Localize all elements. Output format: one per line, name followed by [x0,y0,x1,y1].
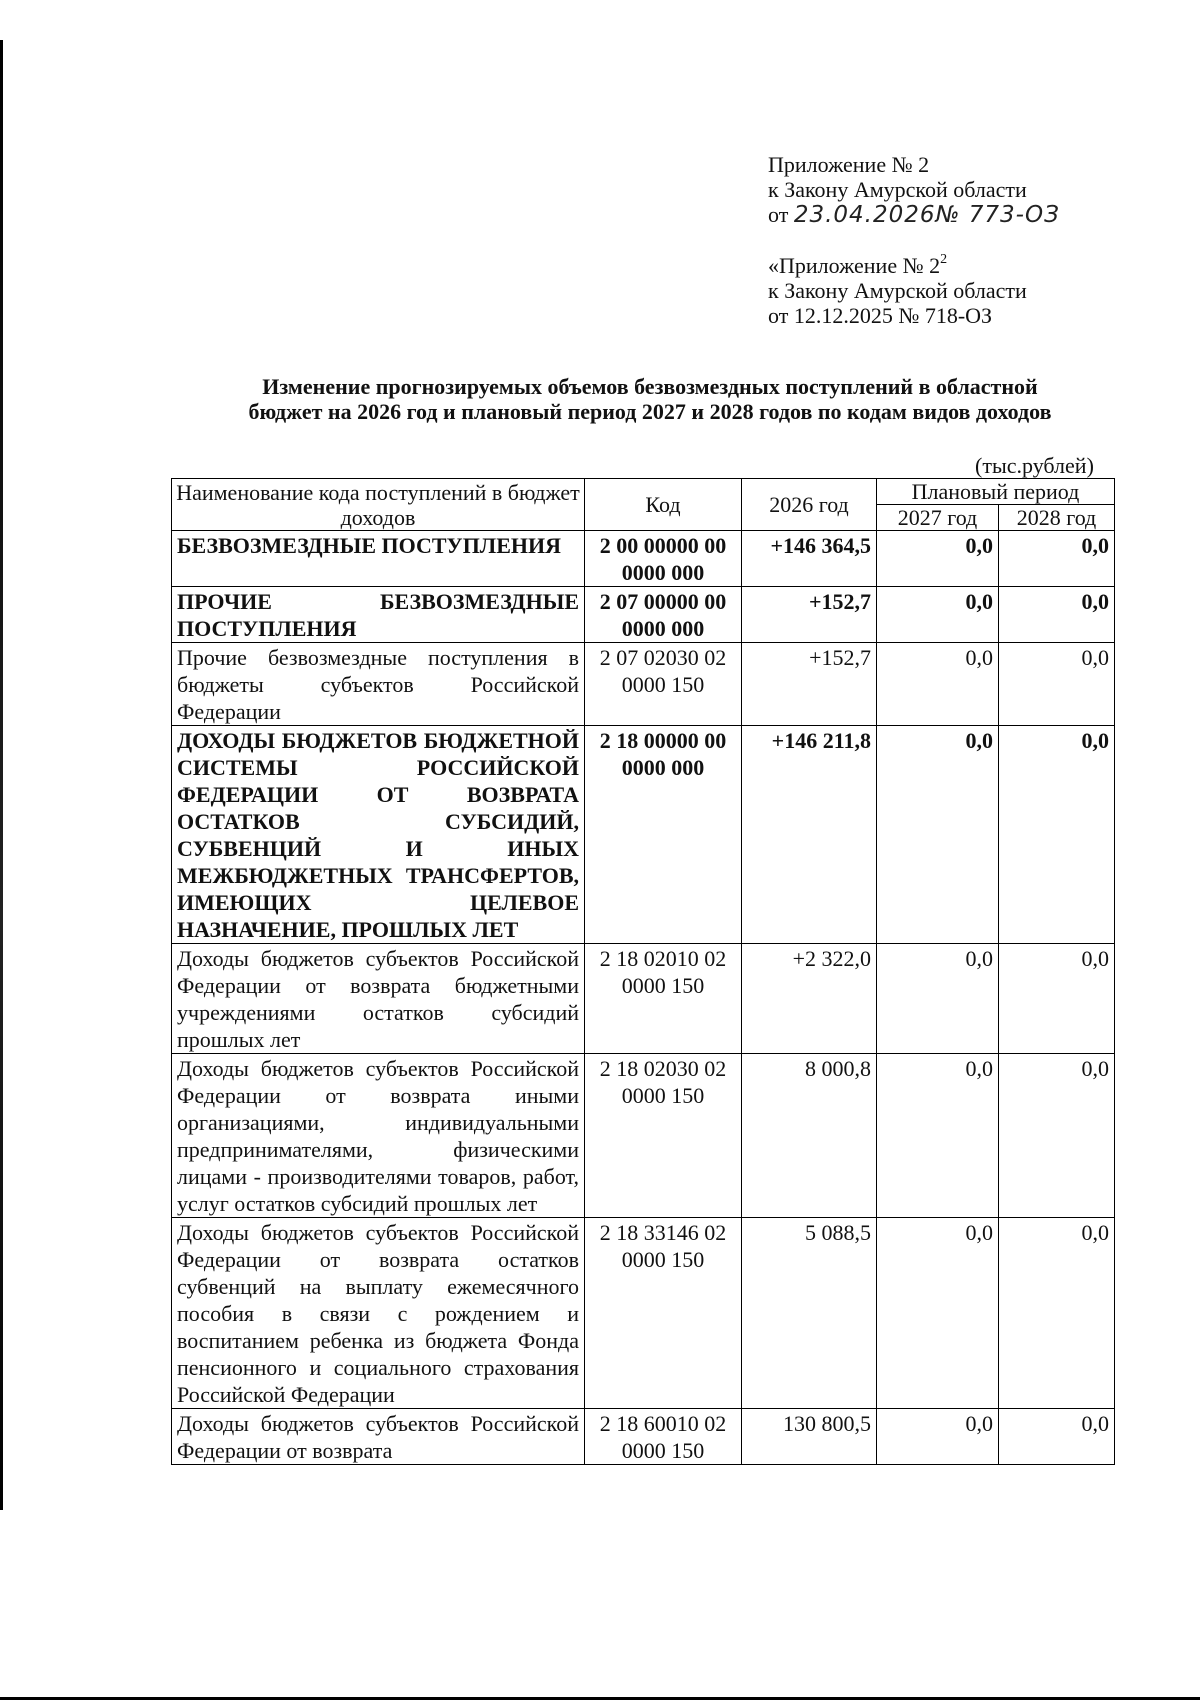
document-title-line2: бюджет на 2026 год и плановый период 2027 и 2028 годов по кодам видов доходов [248,399,1052,424]
cell-2027: 0,0 [877,1409,999,1465]
scan-edge-left [0,40,3,1510]
header-code: Код [585,479,742,531]
cell-code: 2 18 02030 02 0000 150 [585,1054,742,1218]
cell-2027: 0,0 [877,531,999,587]
handwritten-number: № 773-ОЗ [935,202,1060,228]
cell-2028: 0,0 [999,1409,1115,1465]
table-row [172,1054,1115,1218]
cell-code: 2 18 02010 02 0000 150 [585,944,742,1054]
cell-2026: +152,7 [742,643,877,726]
header-planned-period: Плановый период [877,479,1115,505]
appendix-new-prefix: от [768,202,789,227]
cell-code: 2 18 00000 00 0000 000 [585,726,742,944]
cell-name: ПРОЧИЕ БЕЗВОЗМЕЗДНЫЕ ПОСТУПЛЕНИЯ [172,587,585,643]
cell-code: 2 07 00000 00 0000 000 [585,587,742,643]
cell-code: 2 00 00000 00 0000 000 [585,531,742,587]
cell-2027: 0,0 [877,1054,999,1218]
cell-2027: 0,0 [877,643,999,726]
cell-code: 2 18 60010 02 0000 150 [585,1409,742,1465]
handwritten-date: 23.04.2026 [793,202,936,228]
scan-edge-bottom [0,1697,1200,1700]
cell-2028: 0,0 [999,531,1115,587]
table-row [172,944,1115,1054]
table-row [172,643,1115,726]
budget-table [171,478,1115,1465]
cell-name: Доходы бюджетов субъектов Российской Федерации от возврата иными организациями, индивидуальными предпринимателями, физическими лицами - производителями товаров, работ, услуг остатков субсидий прошлых лет [172,1054,585,1218]
cell-2028: 0,0 [999,726,1115,944]
appendix-header-new [768,152,1060,228]
units-label: (тыс.рублей) [975,453,1094,478]
table-row [172,726,1115,944]
cell-2026: +152,7 [742,587,877,643]
cell-2026: 130 800,5 [742,1409,877,1465]
table-row [172,587,1115,643]
cell-2027: 0,0 [877,726,999,944]
cell-2027: 0,0 [877,944,999,1054]
cell-2026: +146 364,5 [742,531,877,587]
cell-name: ДОХОДЫ БЮДЖЕТОВ БЮДЖЕТНОЙ СИСТЕМЫ РОССИЙСКОЙ ФЕДЕРАЦИИ ОТ ВОЗВРАТА ОСТАТКОВ СУБСИДИЙ, СУБВЕНЦИЙ И ИНЫХ МЕЖБЮДЖЕТНЫХ ТРАНСФЕРТОВ, ИМЕЮЩИХ ЦЕЛЕВОЕ НАЗНАЧЕНИЕ, ПРОШЛЫХ ЛЕТ [172,726,585,944]
document-title [150,374,1150,424]
appendix-old-line2: к Закону Амурской области [768,278,1027,303]
cell-name: БЕЗВОЗМЕЗДНЫЕ ПОСТУПЛЕНИЯ [172,531,585,587]
cell-name: Доходы бюджетов субъектов Российской Федерации от возврата бюджетными учреждениями остатков субсидий прошлых лет [172,944,585,1054]
header-name: Наименование кода поступлений в бюджет доходов [172,479,585,531]
cell-code: 2 07 02030 02 0000 150 [585,643,742,726]
header-2028: 2028 год [999,505,1115,531]
cell-name: Прочие безвозмездные поступления в бюджеты субъектов Российской Федерации [172,643,585,726]
cell-name: Доходы бюджетов субъектов Российской Федерации от возврата [172,1409,585,1465]
header-2026: 2026 год [742,479,877,531]
cell-2027: 0,0 [877,587,999,643]
appendix-old-line1-text: «Приложение № 2 [768,253,941,278]
appendix-new-line1: Приложение № 2 [768,152,930,177]
cell-2026: 5 088,5 [742,1218,877,1409]
cell-2027: 0,0 [877,1218,999,1409]
cell-2026: +2 322,0 [742,944,877,1054]
appendix-old-line3: от 12.12.2025 № 718-ОЗ [768,303,993,328]
cell-2028: 0,0 [999,587,1115,643]
cell-2028: 0,0 [999,643,1115,726]
appendix-new-line3 [768,202,1060,228]
table-row [172,1218,1115,1409]
cell-2026: 8 000,8 [742,1054,877,1218]
appendix-old-line1 [768,253,1027,278]
appendix-header-old [768,253,1027,328]
header-2027: 2027 год [877,505,999,531]
cell-2028: 0,0 [999,944,1115,1054]
appendix-old-superscript: 2 [940,251,948,267]
cell-name: Доходы бюджетов субъектов Российской Федерации от возврата остатков субвенций на выплату ежемесячного пособия в связи с рождением и воспитанием ребенка из бюджета Фонда пенсионного и социального страхования Российской Федерации [172,1218,585,1409]
table-row [172,531,1115,587]
budget-table-body [172,531,1115,1465]
cell-2026: +146 211,8 [742,726,877,944]
table-row [172,1409,1115,1465]
appendix-new-line2: к Закону Амурской области [768,177,1027,202]
cell-2028: 0,0 [999,1054,1115,1218]
cell-2028: 0,0 [999,1218,1115,1409]
cell-code: 2 18 33146 02 0000 150 [585,1218,742,1409]
document-title-line1: Изменение прогнозируемых объемов безвозмездных поступлений в областной [262,374,1038,399]
